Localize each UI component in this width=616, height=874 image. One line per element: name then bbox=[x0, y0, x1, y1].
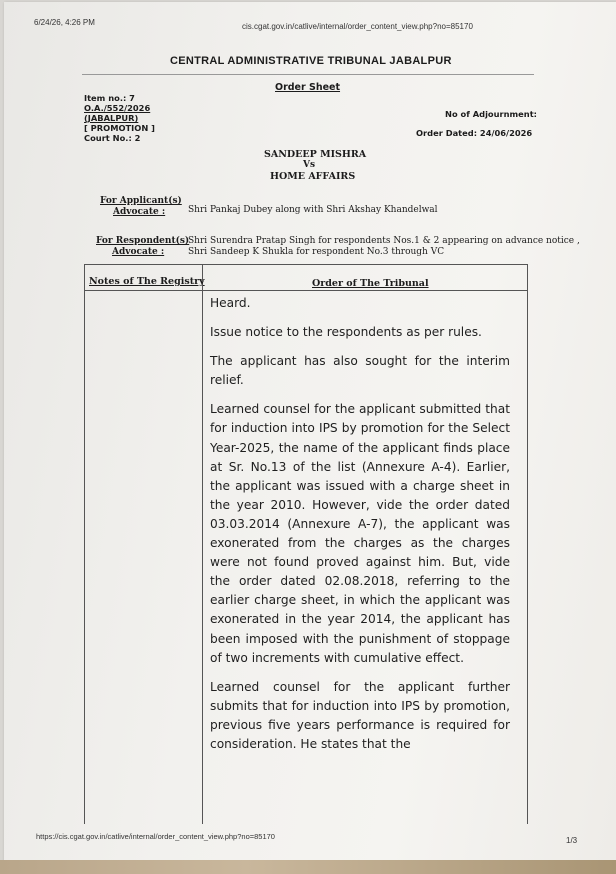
table-header-border bbox=[84, 290, 528, 291]
respondent-advocate-line-2: Shri Sandeep K Shukla for respondent No.3 through VC bbox=[188, 247, 445, 257]
respondent-advocate-label-2: Advocate : bbox=[112, 247, 165, 257]
versus-label: Vs bbox=[303, 160, 316, 170]
applicant-advocate-label-2: Advocate : bbox=[113, 207, 166, 217]
order-paragraph: Issue notice to the respondents as per rules. bbox=[210, 325, 482, 340]
adjournment-count: No of Adjournment: bbox=[445, 109, 538, 119]
oa-number: O.A./552/2026 bbox=[84, 103, 151, 113]
tribunal-title: CENTRAL ADMINISTRATIVE TRIBUNAL JABALPUR bbox=[170, 55, 452, 67]
bench-name: (JABALPUR) bbox=[84, 113, 139, 123]
order-paragraph: The applicant has also sought for the interim relief. bbox=[210, 354, 510, 388]
court-number: Court No.: 2 bbox=[84, 133, 141, 143]
order-paragraph: Learned counsel for the applicant further submits that for induction into IPS by promotion, previous five years performance is required for consideration. He states that the bbox=[210, 679, 510, 751]
table-right-border bbox=[527, 264, 528, 824]
order-paragraph: Heard. bbox=[210, 296, 251, 310]
print-datetime: 6/24/26, 4:26 PM bbox=[34, 18, 95, 27]
order-sheet-heading: Order Sheet bbox=[275, 82, 341, 93]
table-left-border bbox=[84, 264, 85, 824]
applicant-advocate-names: Shri Pankaj Dubey along with Shri Akshay Khandelwal bbox=[188, 205, 438, 215]
order-date: Order Dated: 24/06/2026 bbox=[416, 128, 533, 138]
applicant-name: SANDEEP MISHRA bbox=[264, 149, 367, 160]
respondent-advocate-label: For Respondent(s) bbox=[96, 236, 190, 246]
item-number: Item no.: 7 bbox=[84, 93, 135, 103]
order-paragraph: Learned counsel for the applicant submitted that for induction into IPS by promotion for the Select Year-2025, the name of the applicant finds place at Sr. No.13 of the list (Annexure A-4). Earlier, the applicant was issued with a charge sheet in the year 2010. However, vide the order dated 03.03.2014 (Annexure A-7), the applicant was exonerated from the charges as the charges were not found proved against him. But, vide the order dated 02.08.2018, referring to the earlier charge sheet, in which the applicant was exonerated in the year 2014, the applicant has been imposed with the punishment of stoppage of two increments with cumulative effect. bbox=[210, 402, 510, 665]
tribunal-order-header: Order of The Tribunal bbox=[312, 278, 429, 289]
respondent-name: HOME AFFAIRS bbox=[270, 171, 356, 182]
title-divider bbox=[82, 74, 534, 75]
applicant-advocate-label: For Applicant(s) bbox=[100, 196, 182, 206]
registry-notes-header: Notes of The Registry bbox=[89, 276, 205, 287]
print-url: cis.cgat.gov.in/catlive/internal/order_content_view.php?no=85170 bbox=[242, 22, 473, 31]
case-category: [ PROMOTION ] bbox=[84, 123, 155, 133]
table-column-divider bbox=[202, 264, 203, 824]
order-text bbox=[210, 294, 510, 764]
page-number: 1/3 bbox=[566, 836, 578, 845]
table-top-border bbox=[84, 264, 528, 265]
print-footer-url: https://cis.cgat.gov.in/catlive/internal/order_content_view.php?no=85170 bbox=[36, 832, 275, 841]
respondent-advocate-line-1: Shri Surendra Pratap Singh for respondents Nos.1 & 2 appearing on advance notice , bbox=[188, 236, 580, 246]
table-surface bbox=[0, 860, 616, 874]
